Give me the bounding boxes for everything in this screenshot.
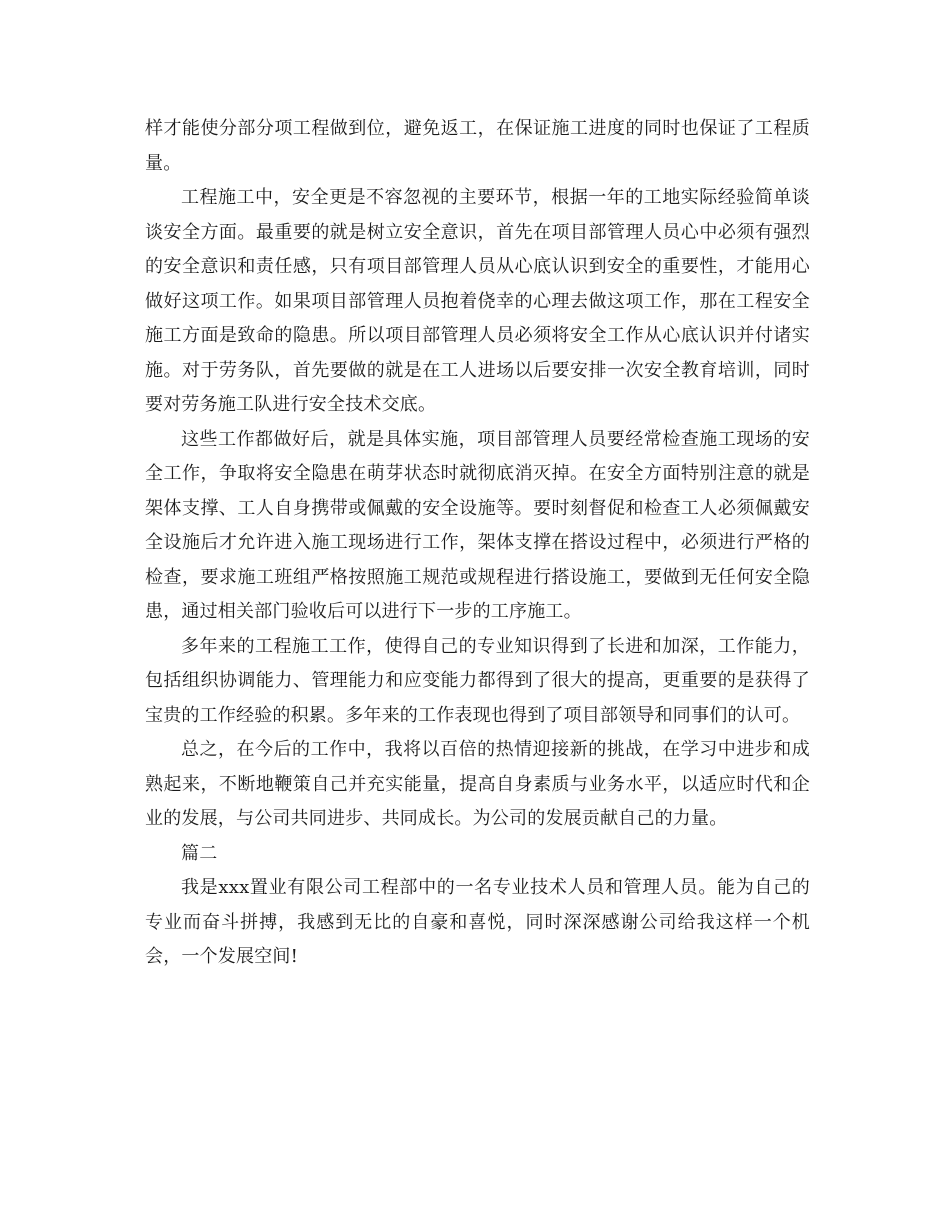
document-body (145, 112, 810, 975)
section-heading: 篇二 (181, 842, 218, 864)
paragraph-conclusion: 总之，在今后的工作中，我将以百倍的热情迎接新的挑战，在学习中进步和成熟起来，不断地鞭策自己并充实能量，提高自身素质与业务水平，以适应时代和企业的发展，与公司共同进步、共同成长。为公司的发展贡献自己的力量。 (145, 739, 810, 829)
paragraph-intro-2: 我是xxx置业有限公司工程部中的一名专业技术人员和管理人员。能为自己的专业而奋斗拼搏，我感到无比的自豪和喜悦，同时深深感谢公司给我这样一个机会，一个发展空间! (145, 877, 810, 967)
paragraph-continuation: 样才能使分部分项工程做到位，避免返工，在保证施工进度的同时也保证了工程质量。 (145, 118, 810, 174)
paragraph-safety-intro: 工程施工中，安全更是不容忽视的主要环节，根据一年的工地实际经验简单谈谈安全方面。最重要的就是树立安全意识，首先在项目部管理人员心中必须有强烈的安全意识和责任感，只有项目部管理人员从心底认识到安全的重要性，才能用心做好这项工作。如果项目部管理人员抱着侥幸的心理去做这项工作，那在工程安全施工方面是致命的隐患。所以项目部管理人员必须将安全工作从心底认识并付诸实施。对于劳务队，首先要做的就是在工人进场以后要安排一次安全教育培训，同时要对劳务施工队进行安全技术交底。 (145, 187, 810, 415)
paragraph-experience: 多年来的工程施工工作，使得自己的专业知识得到了长进和加深，工作能力，包括组织协调能力、管理能力和应变能力都得到了很大的提高，更重要的是获得了宝贵的工作经验的积累。多年来的工作表现也得到了项目部领导和同事们的认可。 (145, 635, 810, 726)
paragraph-safety-implementation: 这些工作都做好后，就是具体实施，项目部管理人员要经常检查施工现场的安全工作，争取将安全隐患在萌芽状态时就彻底消灭掉。在安全方面特别注意的就是架体支撑、工人自身携带或佩戴的安全设施等。要时刻督促和检查工人必须佩戴安全设施后才允许进入施工现场进行工作，架体支撑在搭设过程中，必须进行严格的检查，要求施工班组严格按照施工规范或规程进行搭设施工，要做到无任何安全隐患，通过相关部门验收后可以进行下一步的工序施工。 (145, 428, 810, 622)
